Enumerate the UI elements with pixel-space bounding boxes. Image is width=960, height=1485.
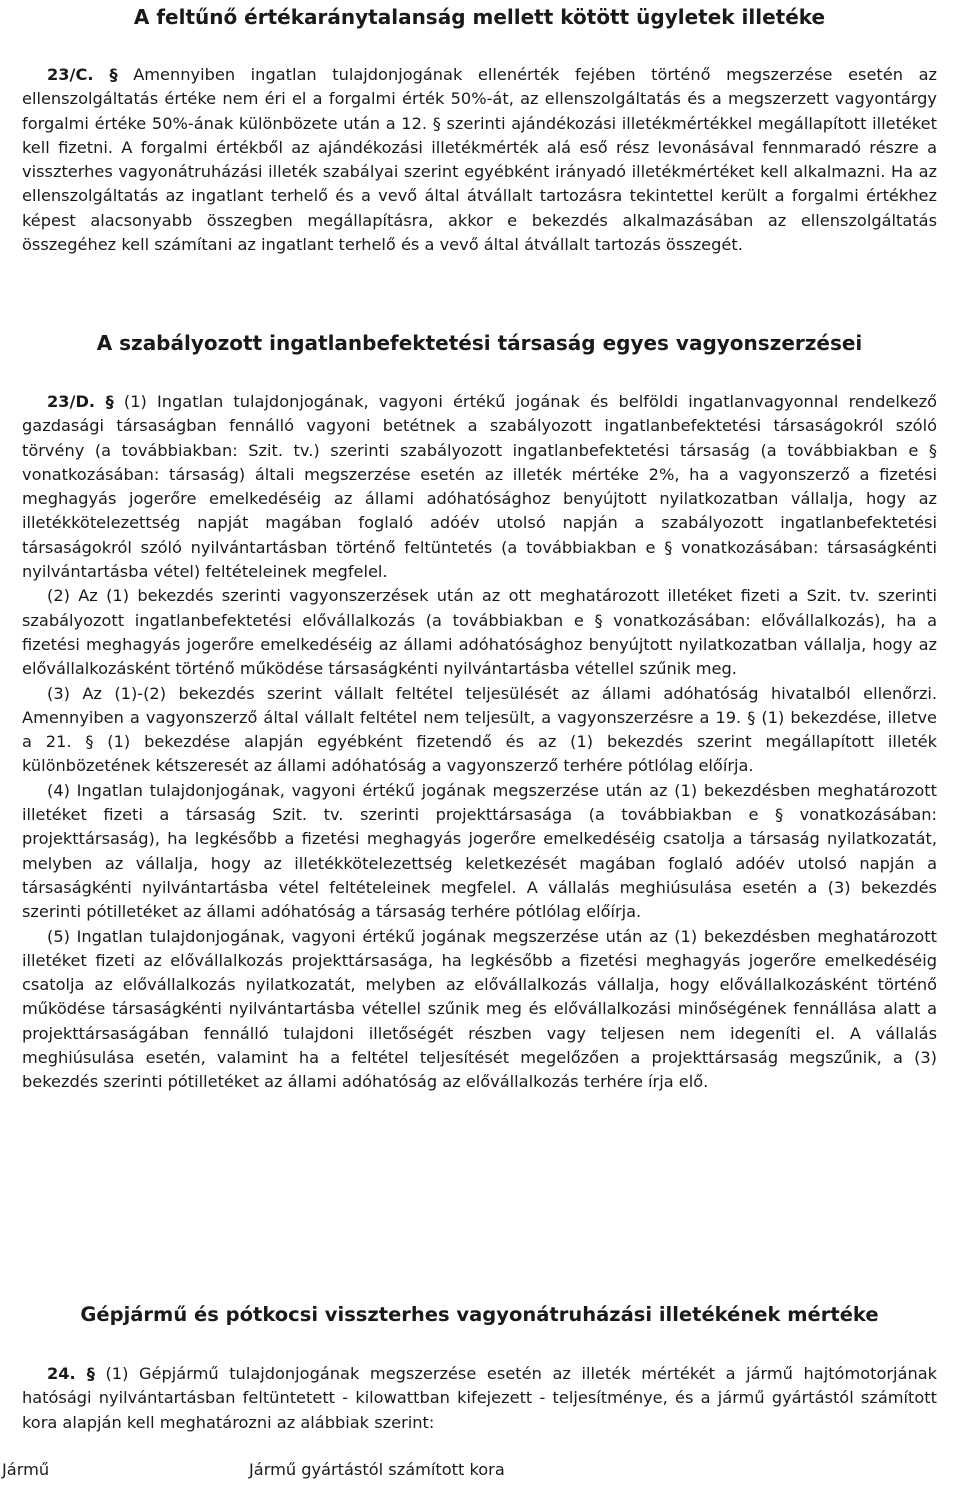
paragraph-23d-1 — [22, 390, 937, 584]
section-heading-23d: A szabályozott ingatlanbefektetési társaság egyes vagyonszerzései — [96, 331, 863, 355]
table-header-vehicle-age: Jármű gyártástól számított kora — [249, 1460, 505, 1479]
paragraph-23d-2: (2) Az (1) bekezdés szerinti vagyonszerzések után az ott meghatározott illetéket fizeti a Szit. tv. szerinti szabályozott ingatlanbefektetési elővállalkozás (a továbbiakban e § vonatkozásában: elővállalkozás), ha a fizetési meghagyás jogerőre emelkedéséig az állami adóhatósághoz benyújtott nyilatkozatban vállalja, hogy az elővállalkozásként történő működése társaságkénti nyilvántartásba vétellel szűnik meg. — [22, 586, 937, 679]
paragraph-23d-1-text: (1) Ingatlan tulajdonjogának, vagyoni értékű jogának és belföldi ingatlanvagyonnal rendelkező gazdasági társaságban fennálló vagyoni betétnek a szabályozott ingatlanbefektetési társaságokról szóló törvény (a továbbiakban: Szit. tv.) szerinti szabályozott ingatlanbefektetési társaság (a továbbiakban e § vonatkozásában: társaság) általi megszerzése esetén az illeték mértéke 2%, ha a vagyonszerző a fizetési meghagyás jogerőre emelkedéséig az állami adóhatósághoz benyújtott nyilatkozatban vállalja, hogy az illetékkötelezettség napját magában foglaló adóév utolsó napján a szabályozott ingatlanbefektetési társaságokról szóló nyilvántartásban történő feltüntetés (a továbbiakban e § vonatkozásában: társaságkénti nyilvántartásba vétel) feltételeinek megfelel. — [22, 392, 937, 582]
section-number-24: 24. § — [47, 1364, 95, 1383]
table-header-vehicle: Jármű — [2, 1460, 50, 1479]
section-heading-24: Gépjármű és pótkocsi visszterhes vagyonátruházási illetékének mértéke — [80, 1303, 879, 1326]
paragraph-24-1 — [22, 1362, 937, 1435]
paragraph-23d-4: (4) Ingatlan tulajdonjogának, vagyoni értékű jogának megszerzése után az (1) bekezdésben meghatározott illetéket fizeti a társaság Szit. tv. szerinti projekttársasága (a továbbiakban e § vonatkozásában: projekttársaság), ha legkésőbb a fizetési meghagyás jogerőre emelkedéséig csatolja a társaság nyilatkozatát, melyben az vállalja, hogy az illetékkötelezettség keletkezését magában foglaló adóév utolsó napján a társaságkénti nyilvántartásba vétel feltételeinek megfelel. A vállalás meghiúsulása esetén a (3) bekezdés szerinti pótilletéket az állami adóhatóság a társaság terhére pótlólag előírja. — [22, 780, 937, 922]
section-23c-body — [22, 63, 937, 257]
section-24-body — [22, 1362, 937, 1435]
section-23d-body — [22, 390, 937, 1095]
paragraph-23d-3: (3) Az (1)-(2) bekezdés szerint vállalt feltétel teljesülését az állami adóhatóság hivatalból ellenőrzi. Amennyiben a vagyonszerző által vállalt feltétel nem teljesült, a vagyonszerzésre a 19. § (1) bekezdése, illetve a 21. § (1) bekezdése alapján egyébként fizetendő és az (1) bekezdés szerint megállapított illeték különbözetének kétszeresét az állami adóhatóság a vagyonszerző terhére pótlólag előírja. — [22, 683, 937, 776]
section-number-23c: 23/C. § — [47, 65, 118, 84]
paragraph-24-1-text: (1) Gépjármű tulajdonjogának megszerzése esetén az illeték mértékét a jármű hajtómotorjának hatósági nyilvántartásban feltüntetett - kilowattban kifejezett - teljesítménye, és a jármű gyártástól számított kora alapján kell meghatározni az alábbiak szerint: — [22, 1364, 938, 1432]
paragraph-23c-text: Amennyiben ingatlan tulajdonjogának ellenérték fejében történő megszerzése esetén az ellenszolgáltatás értéke nem éri el a forgalmi érték 50%-át, az ellenszolgáltatás és a megszerzett vagyontárgy forgalmi értéke 50%-ának különbözete után a 12. § szerinti ajándékozási illetékmértékkel megállapított illetéket kell fizetni. A forgalmi értékből az ajándékozási illetékmérték alá eső rész levonásával fennmaradó részre a visszterhes vagyonátruházási illeték szabályai szerint egyébként irányadó illetékmértéket kell alkalmazni. Ha az ellenszolgáltatás az ingatlant terhelő és a vevő által átvállalt tartozásra tekintettel került a forgalmi értékhez képest alacsonyabb összegben megállapításra, akkor e bekezdés alkalmazásában az ellenszolgáltatás összegéhez kell számítani az ingatlant terhelő és a vevő által átvállalt tartozás összegét. — [22, 65, 937, 255]
section-number-23d: 23/D. § — [47, 392, 114, 411]
section-heading-23c: A feltűnő értékaránytalanság mellett kötött ügyletek illetéke — [133, 5, 826, 29]
paragraph-23c — [22, 63, 937, 257]
paragraph-23d-5: (5) Ingatlan tulajdonjogának, vagyoni értékű jogának megszerzése után az (1) bekezdésben meghatározott illetéket fizeti az elővállalkozás projekttársasága, ha legkésőbb a fizetési meghagyás jogerőre emelkedéséig csatolja az elővállalkozás nyilatkozatát, melyben az elővállalkozás vállalja, hogy elővállalkozásként történő működése társaságkénti nyilvántartásba vétellel szűnik meg és elővállalkozási minőségének fennállása alatt a projekttársaságában fennálló tulajdoni illetőségét részben vagy teljesen nem idegeníti el. A vállalás meghiúsulása esetén, valamint ha a feltétel teljesítését megelőzően a projekttársaság megszűnik, a (3) bekezdés szerinti pótilletéket az állami adóhatóság az elővállalkozás terhére írja elő. — [22, 926, 937, 1092]
